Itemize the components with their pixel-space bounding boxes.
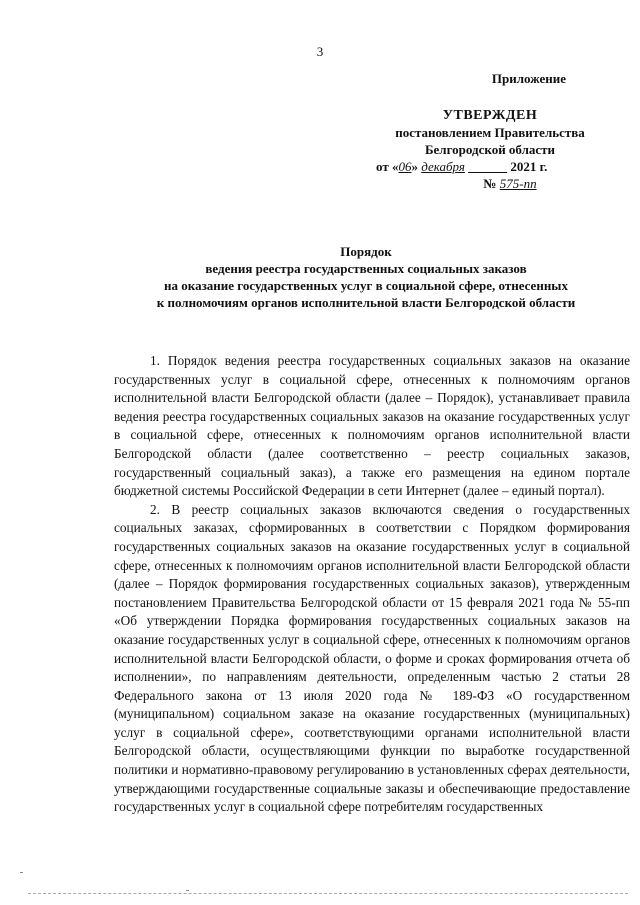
number-prefix: № — [483, 176, 497, 191]
approval-date — [370, 158, 610, 175]
scan-edge-line — [28, 893, 628, 895]
number-value: 575-пп — [499, 176, 537, 191]
approval-line-2: Белгородской области — [424, 142, 556, 157]
approved-heading: УТВЕРЖДЕН — [442, 108, 538, 123]
scan-speck — [20, 872, 23, 873]
title-line-2: ведения реестра государственных социальных заказов — [205, 261, 527, 276]
date-prefix: от « — [376, 159, 399, 174]
date-blank — [468, 159, 507, 174]
approval-block — [370, 70, 610, 192]
paragraph-1: 1. Порядок ведения реестра государственных социальных заказов на оказание государственных услуг в социальной сфере, отнесенных к полномочиям органов исполнительной власти Белгородской области (далее – Порядок), устанавливает правила ведения реестра государственных социальных заказов на оказание государственных услуг в социальной сфере, отнесенных к полномочиям органов исполнительной власти Белгородской области (далее соответственно – реестр социальных заказов, государственный социальный заказ), а также его размещения на едином портале бюджетной системы Российской Федерации в сети Интернет (далее – единый портал). — [114, 353, 630, 499]
date-year: 2021 г. — [510, 159, 548, 174]
title-line-3: на оказание государственных услуг в социальной сфере, отнесенных — [164, 278, 568, 293]
page-number: 3 — [316, 44, 324, 59]
appendix-label: Приложение — [491, 71, 566, 86]
paragraph-2: 2. В реестр социальных заказов включаются сведения о государственных социальных заказах, сформированных в соответствии с Порядком формирования государственных социальных заказов на оказание государственных услуг в социальной сфере, отнесенных к полномочиям органов исполнительной власти Белгородской области (далее – Порядок формирования государственных социальных заказов), утвержденным постановлением Правительства Белгородской области от 15 февраля 2021 года № 55-пп «Об утверждении Порядка формирования государственных социальных заказов на оказание государственных услуг в социальной сфере, отнесенных к полномочиям органов исполнительной власти Белгородской области, о форме и сроках формирования отчета об исполнении», по направлениям деятельности, определенным частью 2 статьи 28 Федерального закона от 13 июля 2020 года № 189-ФЗ «О государственном (муниципальном) социальном заказе на оказание государственных (муниципальных) услуг в социальной сфере», соответствующими органами исполнительной власти Белгородской области, осуществляющими функции по выработке государственной политики и нормативно-правовому регулированию в установленных сферах деятельности, утверждающими государственные социальные заказы и обеспечивающие предоставление государственных услуг в социальной сфере потребителям государственных — [114, 501, 630, 815]
title-line-1: Порядок — [340, 244, 392, 259]
document-title — [96, 243, 636, 311]
approval-line-1: постановлением Правительства — [395, 125, 585, 140]
approval-number — [370, 175, 610, 192]
scan-speck — [186, 890, 189, 891]
title-line-4: к полномочиям органов исполнительной власти Белгородской области — [156, 295, 576, 310]
date-mid: » — [411, 159, 418, 174]
document-body — [114, 352, 630, 817]
date-day: 06 — [398, 159, 412, 174]
date-month: декабря — [421, 159, 465, 174]
